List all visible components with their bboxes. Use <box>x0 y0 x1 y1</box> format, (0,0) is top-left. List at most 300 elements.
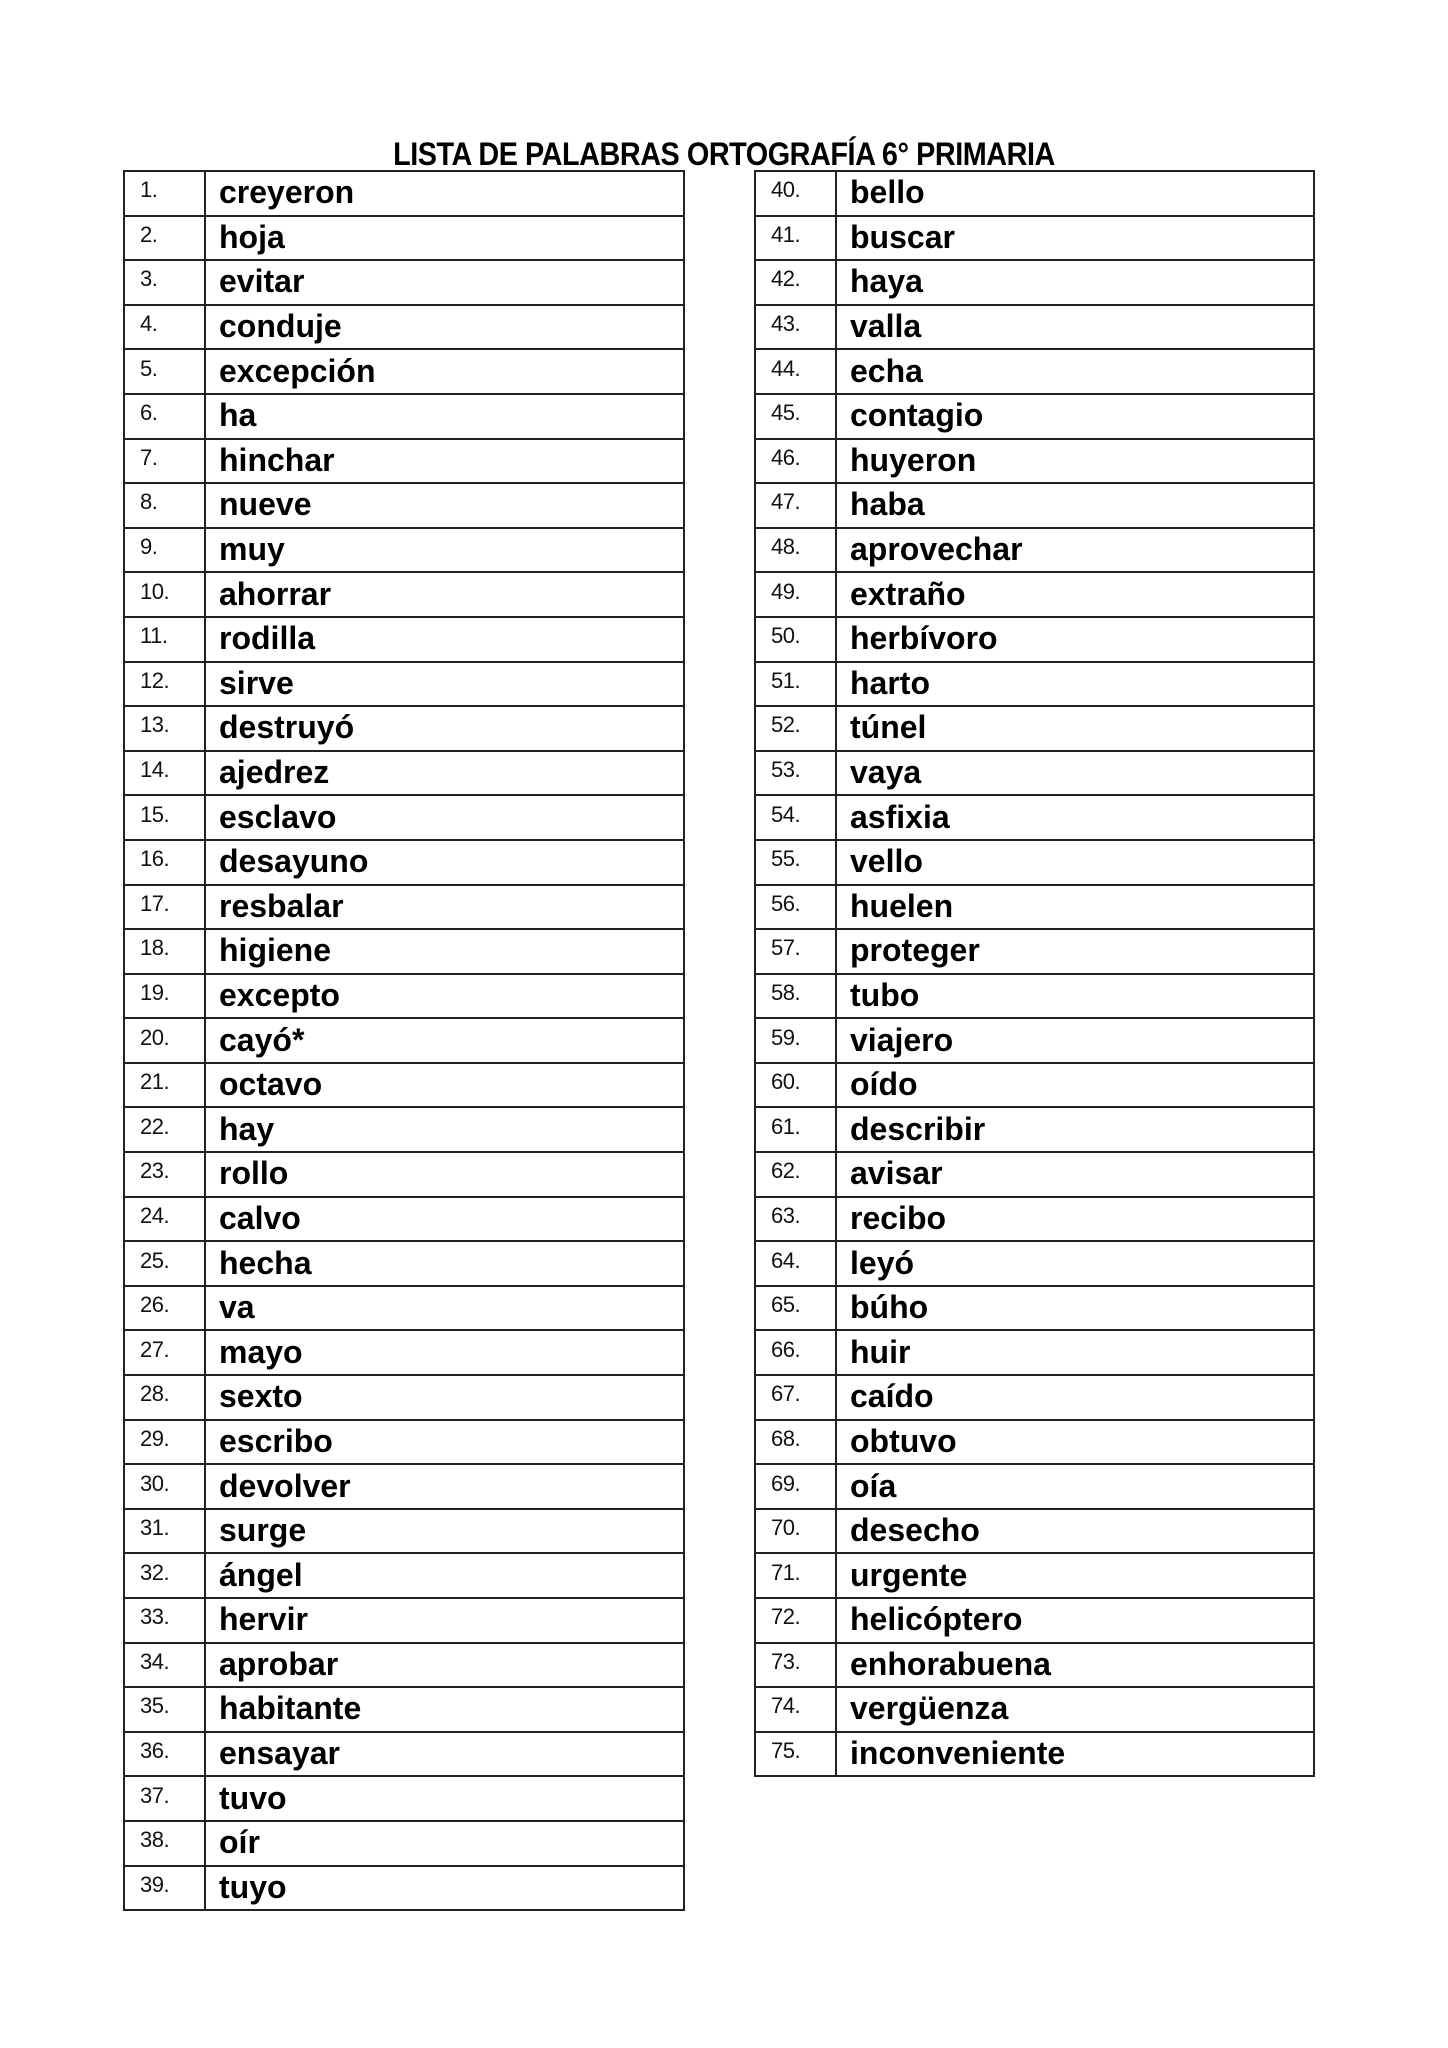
row-number-cell <box>755 617 836 662</box>
row-number: 47. <box>771 489 801 515</box>
row-number-cell <box>124 1286 205 1331</box>
word-row <box>124 1286 684 1331</box>
row-number: 36. <box>140 1738 170 1764</box>
spelling-word: ahorrar <box>205 572 684 617</box>
row-number: 44. <box>771 355 801 381</box>
spelling-word: ha <box>205 394 684 439</box>
word-row <box>755 929 1314 974</box>
word-row <box>124 1866 684 1911</box>
row-number-cell <box>755 572 836 617</box>
row-number-cell <box>755 1107 836 1152</box>
row-number-cell <box>124 1330 205 1375</box>
spelling-word: calvo <box>205 1197 684 1242</box>
word-row <box>124 751 684 796</box>
row-number-cell <box>755 1553 836 1598</box>
word-table-right <box>754 170 1315 1777</box>
word-row <box>755 795 1314 840</box>
word-row <box>755 1687 1314 1732</box>
word-row <box>124 1687 684 1732</box>
row-number-cell <box>755 483 836 528</box>
row-number: 29. <box>140 1425 170 1451</box>
row-number: 12. <box>140 667 170 693</box>
row-number: 57. <box>771 935 801 961</box>
word-row <box>755 394 1314 439</box>
row-number-cell <box>124 216 205 261</box>
word-row <box>124 1107 684 1152</box>
row-number: 21. <box>140 1069 170 1095</box>
row-number: 6. <box>140 400 158 426</box>
row-number-cell <box>755 1063 836 1108</box>
spelling-word: búho <box>836 1286 1314 1331</box>
row-number: 28. <box>140 1381 170 1407</box>
word-row <box>755 216 1314 261</box>
word-row <box>124 1375 684 1420</box>
row-number: 22. <box>140 1113 170 1139</box>
row-number: 41. <box>771 221 801 247</box>
spelling-word: vello <box>836 840 1314 885</box>
row-number-cell <box>124 1197 205 1242</box>
row-number: 19. <box>140 979 170 1005</box>
word-row <box>124 929 684 974</box>
row-number-cell <box>124 1643 205 1688</box>
word-row <box>755 1598 1314 1643</box>
word-row <box>755 1152 1314 1197</box>
row-number-cell <box>124 751 205 796</box>
spelling-word: tuvo <box>205 1776 684 1821</box>
word-row <box>755 751 1314 796</box>
word-row <box>755 1375 1314 1420</box>
row-number-cell <box>755 1732 836 1777</box>
row-number: 62. <box>771 1158 801 1184</box>
word-row <box>124 572 684 617</box>
row-number: 31. <box>140 1515 170 1541</box>
row-number-cell <box>124 1776 205 1821</box>
spelling-word: contagio <box>836 394 1314 439</box>
word-row <box>755 528 1314 573</box>
row-number: 67. <box>771 1381 801 1407</box>
row-number-cell <box>755 1464 836 1509</box>
row-number-cell <box>755 1598 836 1643</box>
row-number-cell <box>755 1643 836 1688</box>
spelling-word: hay <box>205 1107 684 1152</box>
word-row <box>755 349 1314 394</box>
spelling-word: haba <box>836 483 1314 528</box>
row-number: 39. <box>140 1871 170 1897</box>
word-row <box>124 1509 684 1554</box>
row-number: 61. <box>771 1113 801 1139</box>
spelling-word: huyeron <box>836 439 1314 484</box>
row-number-cell <box>124 974 205 1019</box>
row-number-cell <box>755 1509 836 1554</box>
row-number-cell <box>755 216 836 261</box>
row-number: 20. <box>140 1024 170 1050</box>
word-row <box>755 1286 1314 1331</box>
spelling-word: sirve <box>205 662 684 707</box>
spelling-word: obtuvo <box>836 1420 1314 1465</box>
page-title: LISTA DE PALABRAS ORTOGRAFÍA 6° PRIMARIA <box>393 136 1055 173</box>
row-number-cell <box>755 751 836 796</box>
spelling-word: viajero <box>836 1018 1314 1063</box>
row-number: 42. <box>771 266 801 292</box>
row-number: 30. <box>140 1470 170 1496</box>
word-row <box>124 1018 684 1063</box>
spelling-word: huir <box>836 1330 1314 1375</box>
spelling-word: destruyó <box>205 706 684 751</box>
word-row <box>124 1197 684 1242</box>
spelling-word: oído <box>836 1063 1314 1108</box>
spelling-word: túnel <box>836 706 1314 751</box>
row-number: 34. <box>140 1648 170 1674</box>
word-table-left <box>123 170 685 1911</box>
row-number: 15. <box>140 801 170 827</box>
row-number-cell <box>755 394 836 439</box>
row-number-cell <box>755 929 836 974</box>
word-row <box>124 1553 684 1598</box>
row-number: 18. <box>140 935 170 961</box>
word-row <box>755 885 1314 930</box>
spelling-word: asfixia <box>836 795 1314 840</box>
row-number-cell <box>124 1553 205 1598</box>
row-number-cell <box>755 1687 836 1732</box>
row-number: 51. <box>771 667 801 693</box>
row-number-cell <box>124 171 205 216</box>
row-number: 73. <box>771 1648 801 1674</box>
row-number-cell <box>124 840 205 885</box>
spelling-word: herbívoro <box>836 617 1314 662</box>
word-row <box>755 1330 1314 1375</box>
spelling-word: enhorabuena <box>836 1643 1314 1688</box>
spelling-word: buscar <box>836 216 1314 261</box>
spelling-word: esclavo <box>205 795 684 840</box>
row-number: 11. <box>140 623 168 649</box>
word-row <box>755 260 1314 305</box>
row-number: 53. <box>771 757 801 783</box>
word-table-right-body <box>755 171 1314 1776</box>
word-row <box>124 1776 684 1821</box>
row-number-cell <box>124 1687 205 1732</box>
word-row <box>124 1330 684 1375</box>
word-row <box>124 1821 684 1866</box>
word-row <box>124 1063 684 1108</box>
row-number: 3. <box>140 266 158 292</box>
row-number: 4. <box>140 311 158 337</box>
word-table-left-body <box>124 171 684 1910</box>
word-row <box>124 617 684 662</box>
row-number-cell <box>124 1821 205 1866</box>
row-number-cell <box>124 1732 205 1777</box>
row-number: 10. <box>140 578 170 604</box>
spelling-word: aprovechar <box>836 528 1314 573</box>
row-number-cell <box>124 1018 205 1063</box>
row-number-cell <box>755 1420 836 1465</box>
row-number: 1. <box>140 177 158 203</box>
word-row <box>755 1063 1314 1108</box>
word-row <box>755 483 1314 528</box>
word-row <box>124 528 684 573</box>
word-row <box>755 1643 1314 1688</box>
row-number: 65. <box>771 1292 801 1318</box>
spelling-word: hinchar <box>205 439 684 484</box>
spelling-word: leyó <box>836 1241 1314 1286</box>
row-number-cell <box>755 1018 836 1063</box>
row-number: 14. <box>140 757 170 783</box>
row-number: 37. <box>140 1782 170 1808</box>
row-number: 60. <box>771 1069 801 1095</box>
row-number-cell <box>124 617 205 662</box>
spelling-word: describir <box>836 1107 1314 1152</box>
spelling-word: proteger <box>836 929 1314 974</box>
spelling-word: mayo <box>205 1330 684 1375</box>
word-row <box>755 1509 1314 1554</box>
row-number: 72. <box>771 1604 801 1630</box>
row-number: 75. <box>771 1738 801 1764</box>
row-number-cell <box>755 1241 836 1286</box>
row-number: 69. <box>771 1470 801 1496</box>
spelling-word: va <box>205 1286 684 1331</box>
spelling-word: vergüenza <box>836 1687 1314 1732</box>
spelling-word: muy <box>205 528 684 573</box>
row-number: 56. <box>771 890 801 916</box>
row-number: 48. <box>771 534 801 560</box>
spelling-word: hervir <box>205 1598 684 1643</box>
row-number-cell <box>755 1197 836 1242</box>
row-number: 63. <box>771 1202 801 1228</box>
spelling-word: oía <box>836 1464 1314 1509</box>
spelling-word: valla <box>836 305 1314 350</box>
row-number-cell <box>124 929 205 974</box>
row-number-cell <box>755 171 836 216</box>
row-number: 74. <box>771 1693 801 1719</box>
word-row <box>755 662 1314 707</box>
spelling-word: extraño <box>836 572 1314 617</box>
row-number: 13. <box>140 712 170 738</box>
row-number: 66. <box>771 1336 801 1362</box>
row-number: 49. <box>771 578 801 604</box>
spelling-word: rodilla <box>205 617 684 662</box>
word-row <box>124 1598 684 1643</box>
row-number: 8. <box>140 489 158 515</box>
spelling-word: sexto <box>205 1375 684 1420</box>
word-row <box>755 840 1314 885</box>
word-row <box>755 1018 1314 1063</box>
row-number-cell <box>124 662 205 707</box>
word-row <box>124 1241 684 1286</box>
row-number: 59. <box>771 1024 801 1050</box>
row-number-cell <box>755 795 836 840</box>
row-number-cell <box>755 1330 836 1375</box>
row-number-cell <box>755 1152 836 1197</box>
row-number-cell <box>124 1107 205 1152</box>
word-row <box>755 1464 1314 1509</box>
row-number-cell <box>755 1375 836 1420</box>
spelling-word: inconveniente <box>836 1732 1314 1777</box>
word-row <box>124 1152 684 1197</box>
row-number: 71. <box>771 1559 801 1585</box>
row-number: 50. <box>771 623 801 649</box>
row-number: 32. <box>140 1559 170 1585</box>
row-number-cell <box>755 439 836 484</box>
spelling-word: tuyo <box>205 1866 684 1911</box>
row-number: 38. <box>140 1827 170 1853</box>
spelling-word: ajedrez <box>205 751 684 796</box>
spelling-word: caído <box>836 1375 1314 1420</box>
row-number: 24. <box>140 1202 170 1228</box>
word-row <box>124 662 684 707</box>
spelling-word: desayuno <box>205 840 684 885</box>
spelling-word: avisar <box>836 1152 1314 1197</box>
row-number: 45. <box>771 400 801 426</box>
row-number: 27. <box>140 1336 170 1362</box>
spelling-word: vaya <box>836 751 1314 796</box>
spelling-word: urgente <box>836 1553 1314 1598</box>
spelling-word: oír <box>205 1821 684 1866</box>
spelling-word: conduje <box>205 305 684 350</box>
spelling-word: resbalar <box>205 885 684 930</box>
row-number: 54. <box>771 801 801 827</box>
row-number: 7. <box>140 444 158 470</box>
row-number-cell <box>755 706 836 751</box>
row-number-cell <box>755 662 836 707</box>
row-number-cell <box>124 1420 205 1465</box>
word-row <box>124 706 684 751</box>
row-number-cell <box>755 260 836 305</box>
row-number: 16. <box>140 846 170 872</box>
word-row <box>124 260 684 305</box>
word-row <box>124 171 684 216</box>
word-row <box>755 1241 1314 1286</box>
word-row <box>755 617 1314 662</box>
row-number-cell <box>755 305 836 350</box>
spelling-word: huelen <box>836 885 1314 930</box>
spelling-word: octavo <box>205 1063 684 1108</box>
row-number: 26. <box>140 1292 170 1318</box>
word-row <box>124 349 684 394</box>
spelling-word: rollo <box>205 1152 684 1197</box>
word-row <box>124 1464 684 1509</box>
word-row <box>755 706 1314 751</box>
spelling-word: devolver <box>205 1464 684 1509</box>
row-number-cell <box>755 840 836 885</box>
word-row <box>755 572 1314 617</box>
row-number-cell <box>124 349 205 394</box>
spelling-word: creyeron <box>205 171 684 216</box>
word-row <box>124 1643 684 1688</box>
row-number-cell <box>124 885 205 930</box>
spelling-word: tubo <box>836 974 1314 1019</box>
spelling-word: bello <box>836 171 1314 216</box>
word-row <box>755 1420 1314 1465</box>
spelling-word: desecho <box>836 1509 1314 1554</box>
word-row <box>124 1732 684 1777</box>
word-row <box>124 394 684 439</box>
spelling-word: ensayar <box>205 1732 684 1777</box>
row-number: 68. <box>771 1425 801 1451</box>
word-row <box>124 305 684 350</box>
spelling-word: escribo <box>205 1420 684 1465</box>
word-row <box>124 1420 684 1465</box>
word-row <box>755 1197 1314 1242</box>
word-row <box>755 305 1314 350</box>
row-number-cell <box>124 483 205 528</box>
spelling-word: recibo <box>836 1197 1314 1242</box>
spelling-word: aprobar <box>205 1643 684 1688</box>
row-number-cell <box>124 706 205 751</box>
spelling-word: echa <box>836 349 1314 394</box>
row-number: 33. <box>140 1604 170 1630</box>
row-number-cell <box>755 528 836 573</box>
word-row <box>124 439 684 484</box>
row-number-cell <box>124 1464 205 1509</box>
row-number-cell <box>124 795 205 840</box>
row-number: 70. <box>771 1515 801 1541</box>
row-number-cell <box>755 349 836 394</box>
row-number: 5. <box>140 355 158 381</box>
row-number: 17. <box>140 890 170 916</box>
spelling-word: excepto <box>205 974 684 1019</box>
row-number-cell <box>124 1866 205 1911</box>
row-number-cell <box>755 885 836 930</box>
row-number: 58. <box>771 979 801 1005</box>
word-row <box>124 483 684 528</box>
row-number-cell <box>124 305 205 350</box>
row-number-cell <box>124 1063 205 1108</box>
spelling-word: habitante <box>205 1687 684 1732</box>
spelling-word: surge <box>205 1509 684 1554</box>
row-number-cell <box>124 1598 205 1643</box>
spelling-word: evitar <box>205 260 684 305</box>
row-number-cell <box>124 1375 205 1420</box>
spelling-word: haya <box>836 260 1314 305</box>
row-number: 52. <box>771 712 801 738</box>
spelling-word: higiene <box>205 929 684 974</box>
spelling-word: harto <box>836 662 1314 707</box>
word-row <box>755 1553 1314 1598</box>
row-number-cell <box>124 528 205 573</box>
word-row <box>755 1107 1314 1152</box>
row-number: 25. <box>140 1247 170 1273</box>
row-number: 64. <box>771 1247 801 1273</box>
row-number: 55. <box>771 846 801 872</box>
word-row <box>124 885 684 930</box>
word-row <box>124 974 684 1019</box>
row-number: 2. <box>140 221 158 247</box>
word-row <box>124 795 684 840</box>
row-number-cell <box>755 1286 836 1331</box>
row-number-cell <box>124 260 205 305</box>
row-number-cell <box>124 572 205 617</box>
word-row <box>755 171 1314 216</box>
word-row <box>755 974 1314 1019</box>
row-number: 43. <box>771 311 801 337</box>
spelling-word: ángel <box>205 1553 684 1598</box>
row-number: 46. <box>771 444 801 470</box>
spelling-word: hoja <box>205 216 684 261</box>
word-row <box>124 216 684 261</box>
spelling-word: cayó* <box>205 1018 684 1063</box>
row-number-cell <box>124 1509 205 1554</box>
row-number: 23. <box>140 1158 170 1184</box>
spelling-word: excepción <box>205 349 684 394</box>
word-row <box>755 1732 1314 1777</box>
word-row <box>755 439 1314 484</box>
spelling-word: helicóptero <box>836 1598 1314 1643</box>
row-number: 35. <box>140 1693 170 1719</box>
row-number-cell <box>124 1241 205 1286</box>
row-number-cell <box>124 394 205 439</box>
row-number: 9. <box>140 534 158 560</box>
spelling-word: nueve <box>205 483 684 528</box>
spelling-word: hecha <box>205 1241 684 1286</box>
